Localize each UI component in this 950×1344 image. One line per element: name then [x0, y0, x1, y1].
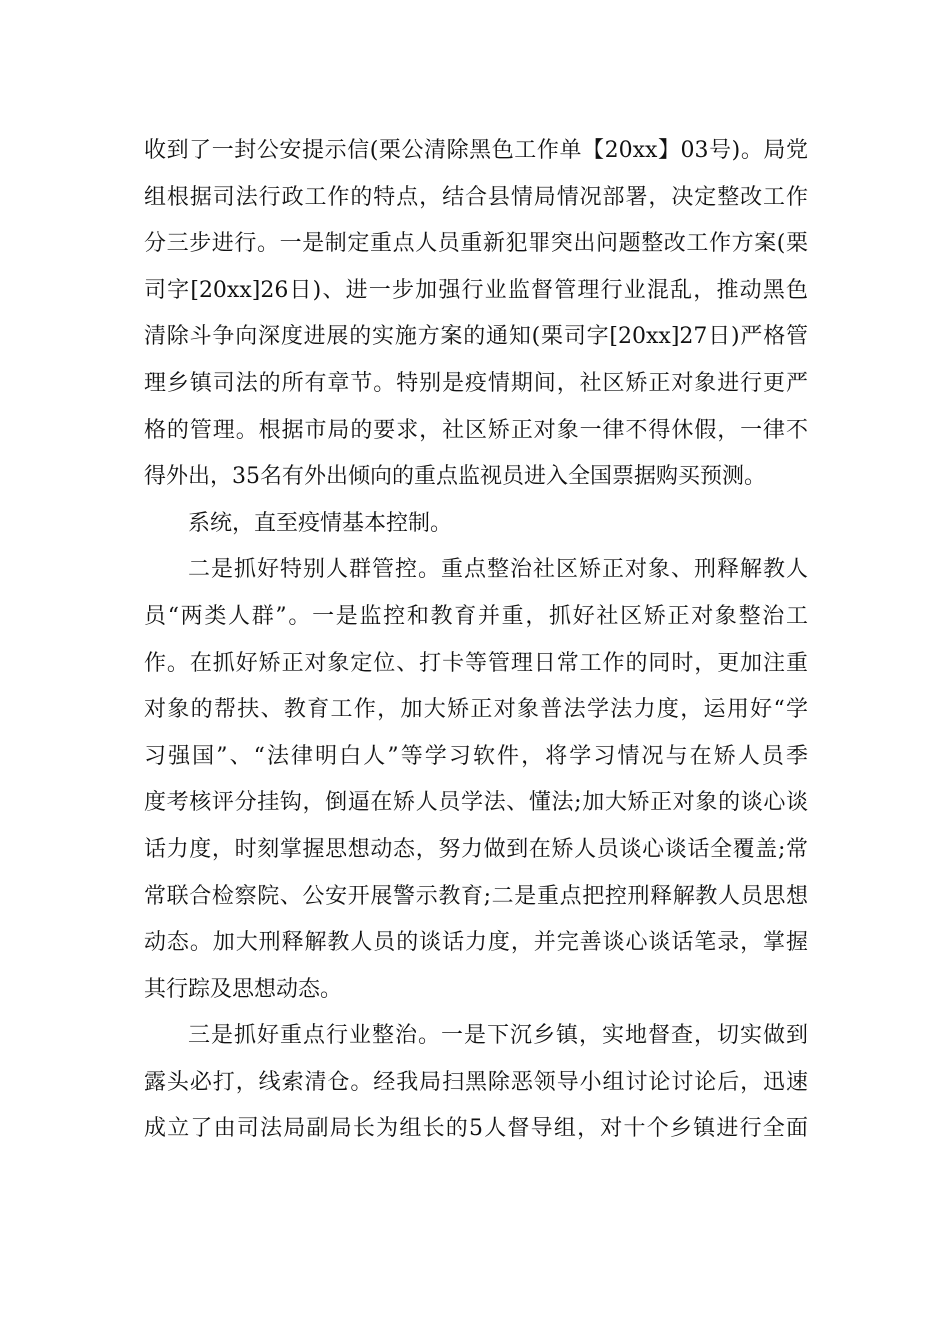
- text-line: 分三步进行。一是制定重点人员重新犯罪突出问题整改工作方案(栗: [144, 231, 808, 257]
- text-line: 三是抓好重点行业整治。一是下沉乡镇，实地督查，切实做到: [188, 1023, 808, 1049]
- text-line: 系统，直至疫情基本控制。: [188, 510, 453, 536]
- text-line: 露头必打，线索清仓。经我局扫黑除恶领导小组讨论讨论后，迅速: [144, 1069, 808, 1095]
- document-body: [144, 128, 808, 1153]
- paragraph-4: [144, 1013, 808, 1153]
- text-line: 成立了由司法局副局长为组长的5人督导组，对十个乡镇进行全面: [144, 1116, 808, 1142]
- text-line: 组根据司法行政工作的特点，结合县情局情况部署，决定整改工作: [144, 184, 808, 210]
- text-line: 清除斗争向深度进展的实施方案的通知(栗司字[20xx]27日)严格管: [144, 324, 808, 350]
- text-line: 度考核评分挂钩，倒逼在矫人员学法、懂法;加大矫正对象的谈心谈: [144, 790, 808, 816]
- text-line: 其行踪及思想动态。: [144, 976, 343, 1002]
- paragraph-2: [144, 501, 808, 548]
- text-line: 话力度，时刻掌握思想动态，努力做到在矫人员谈心谈话全覆盖;常: [144, 836, 808, 862]
- text-line: 对象的帮扶、教育工作，加大矫正对象普法学法力度，运用好“学: [144, 697, 808, 723]
- text-line: 格的管理。根据市局的要求，社区矫正对象一律不得休假，一律不: [144, 417, 808, 443]
- text-line: 习强国”、“法律明白人”等学习软件，将学习情况与在矫人员季: [144, 743, 808, 769]
- text-line: 动态。加大刑释解教人员的谈话力度，并完善谈心谈话笔录，掌握: [144, 930, 808, 956]
- text-line: 作。在抓好矫正对象定位、打卡等管理日常工作的同时，更加注重: [144, 650, 808, 676]
- text-line: 司字[20xx]26日)、进一步加强行业监督管理行业混乱，推动黑色: [144, 277, 808, 303]
- paragraph-1: [144, 128, 808, 501]
- text-line: 员“两类人群”。一是监控和教育并重，抓好社区矫正对象整治工: [144, 603, 808, 629]
- text-line: 常联合检察院、公安开展警示教育;二是重点把控刑释解教人员思想: [144, 883, 808, 909]
- text-line: 理乡镇司法的所有章节。特别是疫情期间，社区矫正对象进行更严: [144, 370, 808, 396]
- text-line: 二是抓好特别人群管控。重点整治社区矫正对象、刑释解教人: [188, 557, 808, 583]
- paragraph-3: [144, 547, 808, 1013]
- text-line: 得外出，35名有外出倾向的重点监视员进入全国票据购买预测。: [144, 464, 766, 490]
- text-line: 收到了一封公安提示信(栗公清除黑色工作单【20xx】03号)。局党: [144, 138, 808, 163]
